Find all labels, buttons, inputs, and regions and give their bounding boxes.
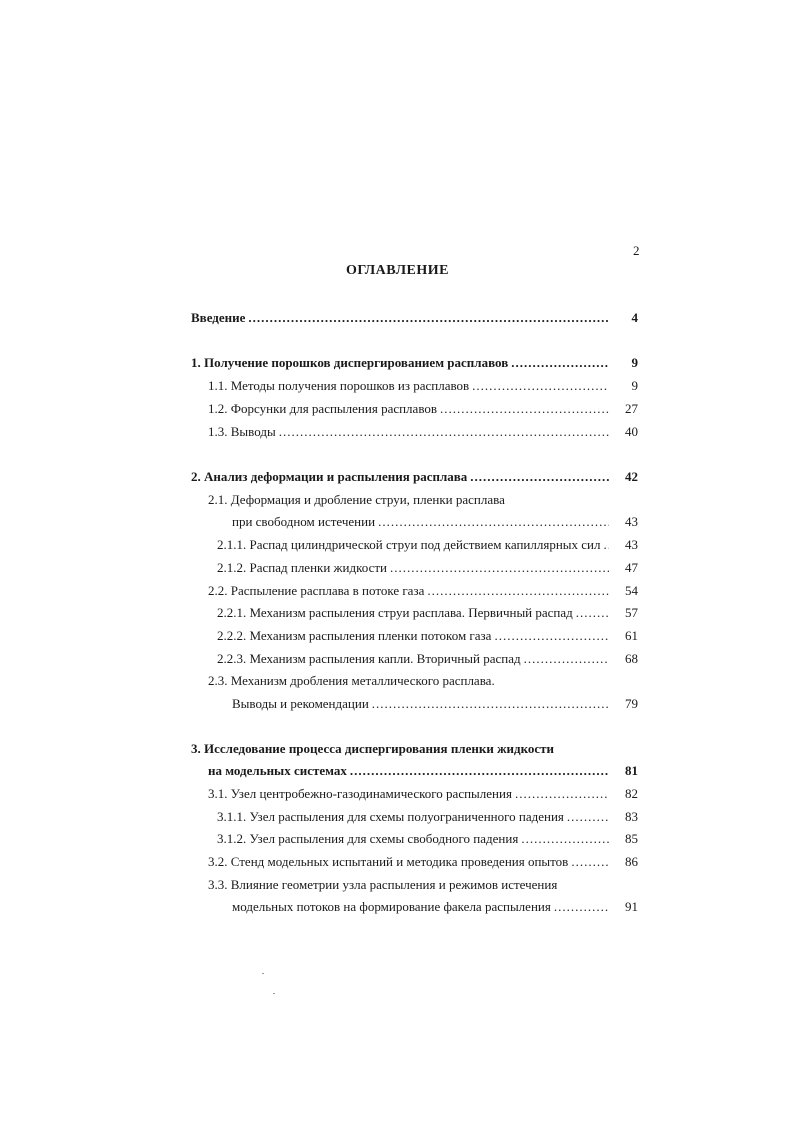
toc-label: 2.1.1. Распад цилиндрической струи под действием капиллярных сил: [217, 537, 601, 552]
dot-leader: [440, 401, 609, 417]
toc-page: 68: [625, 651, 638, 666]
toc-label: 3.1. Узел центробежно-газодинамического распыления: [208, 786, 512, 801]
toc-label: 2. Анализ деформации и распыления расплава: [191, 469, 468, 484]
toc-entry-1-2[interactable]: [208, 401, 638, 417]
toc-entry-2-1-2[interactable]: [217, 560, 638, 576]
toc-page: 83: [625, 809, 638, 824]
toc-page: 54: [625, 583, 638, 598]
dot-leader: [603, 537, 609, 553]
toc-entry-2-3-line1: 2.3. Механизм дробления металлического расплава.: [208, 673, 495, 688]
dot-leader: [571, 854, 609, 870]
toc-label: 1.2. Форсунки для распыления расплавов: [208, 401, 438, 416]
toc-label: 2.2.3. Механизм распыления капли. Вторичный распад: [217, 651, 521, 666]
toc-entry-3-1[interactable]: [208, 786, 638, 802]
toc-label: Введение: [191, 310, 246, 325]
dot-leader: [472, 378, 609, 394]
toc-label: 1. Получение порошков диспергированием расплавов: [191, 355, 509, 370]
toc-entry-chapter-1[interactable]: [191, 355, 638, 371]
dot-leader: [494, 628, 609, 644]
toc-page: 61: [625, 628, 638, 643]
toc-entry-1-3[interactable]: [208, 424, 638, 440]
toc-page: 9: [631, 355, 638, 370]
toc-entry-2-2-2[interactable]: [217, 628, 638, 644]
toc-label: 1.3. Выводы: [208, 424, 276, 439]
scan-speck: [262, 973, 264, 974]
dot-leader: [470, 469, 609, 485]
toc-page: 91: [625, 899, 638, 914]
dot-leader: [576, 605, 609, 621]
toc-page: 86: [625, 854, 638, 869]
toc-page: 27: [625, 401, 638, 416]
toc-page: 43: [625, 514, 638, 529]
dot-leader: [350, 763, 609, 779]
toc-label: 2.2.2. Механизм распыления пленки потоком газа: [217, 628, 492, 643]
dot-leader: [390, 560, 609, 576]
toc-entry-intro[interactable]: [191, 310, 638, 326]
toc-entry-3-1-2[interactable]: [217, 831, 638, 847]
toc-label: 3.1.2. Узел распыления для схемы свободного падения: [217, 831, 519, 846]
toc-label: 2.2. Распыление расплава в потоке газа: [208, 583, 425, 598]
toc-label: 2.1.2. Распад пленки жидкости: [217, 560, 387, 575]
toc-entry-3-2[interactable]: [208, 854, 638, 870]
toc-label: 3.1.1. Узел распыления для схемы полуограниченного падения: [217, 809, 564, 824]
toc-entry-2-2-3[interactable]: [217, 651, 638, 667]
toc-page: 9: [631, 378, 638, 393]
toc-page: 57: [625, 605, 638, 620]
toc-label: Выводы и рекомендации: [232, 696, 369, 711]
toc-entry-2-2-1[interactable]: [217, 605, 638, 621]
toc-page: 79: [625, 696, 638, 711]
dot-leader: [372, 696, 609, 712]
toc-page: 82: [625, 786, 638, 801]
toc-entry-chapter-3[interactable]: [208, 763, 638, 779]
dot-leader: [521, 831, 609, 847]
page-title: ОГЛАВЛЕНИЕ: [346, 263, 449, 278]
toc-page: 81: [625, 763, 638, 778]
toc-page: 42: [625, 469, 638, 484]
toc-page: 4: [631, 310, 638, 325]
dot-leader: [567, 809, 609, 825]
toc-label: на модельных системах: [208, 763, 347, 778]
page-number: 2: [633, 243, 640, 258]
dot-leader: [427, 583, 609, 599]
dot-leader: [279, 424, 609, 440]
toc-entry-2-1-1[interactable]: [217, 537, 638, 553]
toc-entry-3-1-1[interactable]: [217, 809, 638, 825]
toc-entry-2-2[interactable]: [208, 583, 638, 599]
toc-label: модельных потоков на формирование факела распыления: [232, 899, 551, 914]
dot-leader: [524, 651, 609, 667]
toc-entry-2-1[interactable]: [232, 514, 638, 530]
dot-leader: [511, 355, 609, 371]
toc-entry-2-3[interactable]: [232, 696, 638, 712]
toc-entry-chapter-2[interactable]: [191, 469, 638, 485]
toc-entry-3-3[interactable]: [232, 899, 638, 915]
toc-page: 85: [625, 831, 638, 846]
toc-label: 3.2. Стенд модельных испытаний и методика проведения опытов: [208, 854, 569, 869]
toc-entry-3-3-line1: 3.3. Влияние геометрии узла распыления и режимов истечения: [208, 877, 558, 892]
toc-page: 43: [625, 537, 638, 552]
toc-page: 40: [625, 424, 638, 439]
toc-label: 2.2.1. Механизм распыления струи расплава. Первичный распад: [217, 605, 573, 620]
toc-entry-2-1-line1: 2.1. Деформация и дробление струи, пленки расплава: [208, 492, 505, 507]
toc-page: 47: [625, 560, 638, 575]
toc-entry-1-1[interactable]: [208, 378, 638, 394]
scan-speck: [273, 993, 275, 994]
dot-leader: [515, 786, 609, 802]
dot-leader: [554, 899, 609, 915]
dot-leader: [248, 310, 609, 326]
dot-leader: [378, 514, 609, 530]
toc-label: при свободном истечении: [232, 514, 376, 529]
toc-label: 1.1. Методы получения порошков из расплавов: [208, 378, 470, 393]
toc-entry-chapter-3-line1: 3. Исследование процесса диспергирования пленки жидкости: [191, 741, 555, 756]
